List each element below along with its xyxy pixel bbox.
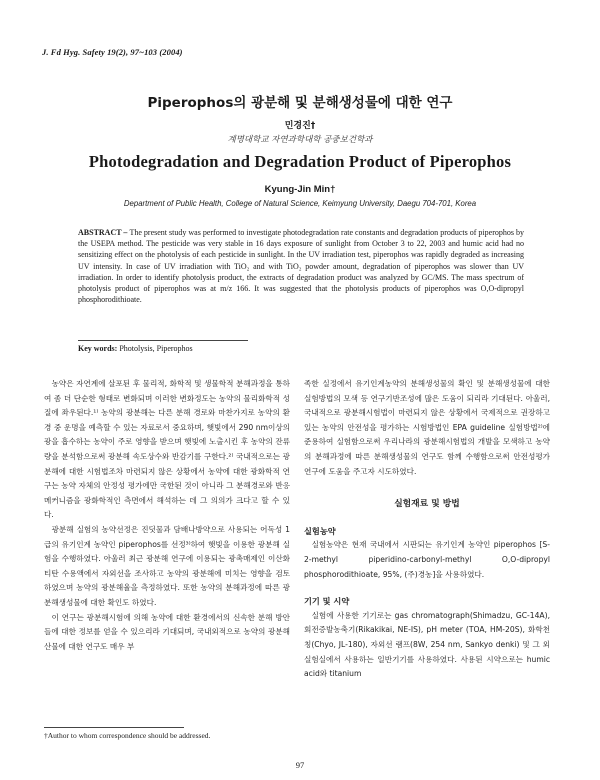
section-heading-methods: 실험재료 및 방법 (394, 499, 460, 510)
abstract-label: ABSTRACT – (78, 228, 130, 237)
right-column (304, 377, 550, 682)
pesticide-paragraph: 실험농약은 현재 국내에서 시판되는 유기인계 농약인 piperophos [S-2-methyl piperidino-carbonyl-methyl O,O-dipropyl phosphorodithioate, 95%, (주)경농]을 사용하였다. (304, 540, 550, 579)
subheading-instruments: 기기 및 시약 (304, 596, 350, 607)
intro-paragraph-1: 농약은 자연계에 살포된 후 물리적, 화학적 및 생물학적 분해과정을 통하여 좀 더 단순한 형태로 변화되며 이러한 변화정도는 농약의 물리화학적 성질에 좌우된다.¹⁾ 농약의 광분해는 다른 분해 경로와 마찬가지로 농약의 환경 중 운명을 예측할 수 있는 자료로서 중요하며, 햇빛에서 290 nm이상의 광을 흡수하는 농약이 주로 영향을 받으며 햇빛에 노출시킨 후 농약의 잔류량을 분석함으로써 광분해 속도상수와 반감기를 구한다.²⁾ 국내적으로는 광분해에 대한 시험법조차 마련되지 않은 상황에서 농약에 대한 광화학적 연구는 농약 자체의 안정성 평가에만 국한된 것이 아니라 그 분해경로와 반응메커니즘을 광화학적인 측면에서 해석하는 데 그 의의가 크다고 할 수 있다. (44, 379, 290, 520)
footnote: †Author to whom correspondence should be addressed. (44, 731, 211, 740)
abstract (78, 227, 524, 305)
abstract-text: The present study was performed to investigate photodegradation rate constants and degradation products of piperophos by the USEPA method. The pesticide was very stable in 16 days exposure of sunlight from October 3 to 22, 2003 and humic acid had no sensitizing effect on the photolysis of each pesticide in sunlight. In the UV irradiation test, piperophos was rapidly degraded as increasing UV intensity. In case of UV irradiation with TiO₂ and with TiO₂ powder amount, degradation of piperophos was slower than UV irradiation. In order to identify photolysis product, the extracts of degradation product was analyzed by GC/MS. The mass spectrum of photolysis product of piperophos was at m/z 166. It was suggested that the photolysis products of piperophos was O,O-dipropyl phosphorodithioate. (78, 228, 524, 305)
instruments-paragraph: 실험에 사용한 기기로는 gas chromatograph(Shimadzu, GC-14A), 회전증발농축기(Rikakikai, NE-IS), pH meter (TOA, HM-20S), 화학천칭(Chyo, JL-180), 자외선 램프(8W, 254 nm, Sankyo denki) 및 그 외 실험실에서 사용하는 일반기기를 사용하였다. 사용된 시약으로는 humic acid와 titanium (304, 610, 550, 679)
english-affiliation: Department of Public Health, College of Natural Science, Keimyung University, Daegu 704-701, Korea (123, 199, 477, 208)
journal-citation: J. Fd Hyg. Safety 19(2), 97~103 (2004) (42, 47, 183, 57)
footnote-divider (44, 727, 184, 728)
keywords-divider (78, 340, 248, 341)
korean-affiliation: 계명대학교 자연과학대학 공중보건학과 (227, 135, 373, 145)
intro-paragraph-continued: 족한 실정에서 유기인계농약의 분해생성물의 확인 및 분해생성물에 대한 실험방법의 모색 등 연구기반조성에 많은 도움이 되리라 기대된다. 아울러, 국내적으로 광분해시험법이 마련되지 않은 상황에서 국제적으로 권장하고 있는 농약의 안전성을 평가하는 시험방법인 EPA guideline 실험방법²⁾에 준용하여 실험함으로써 우리나라의 광분해시험법의 개발을 모색하고 농약의 분해과정에 따른 분해생성물의 연구도 함께 수행함으로써 안전성평가 연구에 도움을 주고자 시도하였다. (304, 379, 550, 476)
left-column (44, 377, 290, 654)
keywords-label: Key words: (78, 344, 118, 353)
page-number: 97 (295, 760, 305, 770)
english-author: Kyung-Jin Min† (264, 184, 336, 195)
keywords (78, 344, 193, 353)
korean-author: 민경진† (284, 121, 316, 131)
subheading-pesticide: 실험농약 (304, 525, 336, 536)
intro-paragraph-2: 광분해 실험의 농약선정은 진딧물과 담배나방약으로 사용되는 어독성 1급의 유기인계 농약인 piperophos를 선정³⁾하여 햇빛을 이용한 광분해 실험을 수행하였다. 아울러 최근 광분해 연구에 이용되는 광촉매제인 이산화티탄 수용액에서 자외선을 조사하고 농약의 광분해에 미치는 영향을 검토하였으며 농약의 광분해율을 측정하였다. 또한 농약의 분해과정에 따른 광분해생성물에 대한 확인도 하였다. (44, 524, 290, 607)
intro-paragraph-3: 이 연구는 광분해시험에 의해 농약에 대한 환경에서의 신속한 분해 방안들에 대한 정보를 얻을 수 있으리라 기대되며, 국내외적으로 농약의 광분해산물에 대한 연구도 매우 부 (44, 612, 290, 651)
keywords-text: Photolysis, Piperophos (117, 344, 193, 353)
korean-title: Piperophos의 광분해 및 분해생성물에 대한 연구 (147, 95, 453, 111)
english-title: Photodegradation and Degradation Product of Piperophos (88, 152, 512, 171)
